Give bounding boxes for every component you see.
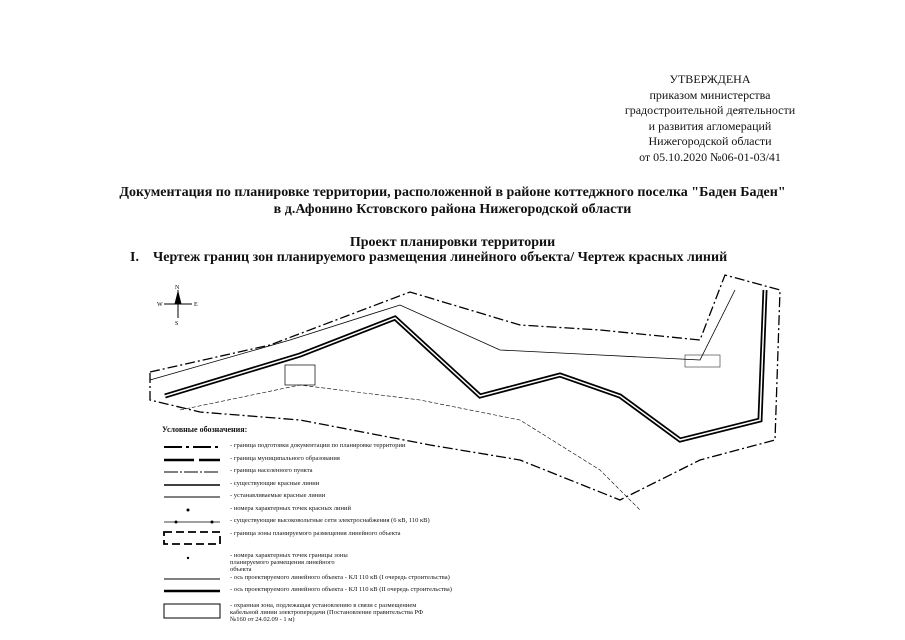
legend-item — [162, 586, 452, 602]
legend-label: - граница зоны планируемого размещения линейного объекта — [230, 529, 401, 537]
legend-label: - граница населенного пункта — [230, 467, 313, 474]
legend-item — [162, 455, 452, 468]
legend-label: - ось проектируемого линейного объекта - КЛ 110 кВ (I очередь строительства) — [230, 573, 450, 581]
legend-symbol — [162, 492, 222, 502]
legend-symbol — [162, 480, 222, 490]
legend-symbol — [162, 602, 222, 620]
legend-symbol — [162, 455, 222, 465]
approval-line: приказом министерства — [649, 87, 771, 102]
legend-item — [162, 505, 452, 518]
legend-label: - устанавливаемые красные линии — [230, 492, 326, 499]
legend-symbol — [162, 530, 222, 546]
legend — [162, 425, 452, 632]
approval-line: Нижегородской области — [648, 134, 772, 148]
legend-symbol — [162, 517, 222, 527]
section-number: I. — [130, 250, 139, 265]
compass-w: W — [157, 302, 163, 308]
legend-label: - номера характерных точек границы зоны планируемого размещения линейного объекта — [230, 551, 348, 573]
legend-label: - существующие высоковольтные сети электроснабжения (6 кВ, 110 кВ) — [230, 517, 430, 524]
legend-label: - охранная зона, подлежащая установлению в связи с размещением кабельной линии электропередачи (Постановление правительства РФ №160 от 24.02.09 - 1 м) — [230, 602, 424, 623]
map-label-box — [685, 355, 720, 367]
legend-item — [162, 517, 452, 530]
legend-item — [162, 602, 452, 632]
map-building — [285, 365, 315, 385]
legend-label: - существующие красные линии — [230, 479, 320, 487]
document-title-line1: Документация по планировке территории, расположенной в районе коттеджного поселка "Баден Баден" — [119, 185, 786, 200]
compass-s: S — [175, 321, 179, 327]
approval-line: градостроительной деятельности — [624, 103, 796, 117]
cable-line-inner — [165, 290, 765, 440]
legend-item — [162, 480, 452, 493]
cable-line-axis — [165, 290, 765, 440]
approval-line: и развития агломераций — [648, 118, 772, 133]
approval-line: от 05.10.2020 №06-01-03/41 — [639, 149, 781, 164]
legend-symbol — [162, 442, 222, 452]
legend-label: - граница муниципального образования — [230, 454, 340, 462]
legend-item — [162, 574, 452, 587]
legend-item — [162, 552, 452, 574]
approval-line: УТВЕРЖДЕНА — [669, 72, 751, 86]
legend-label: - ось проектируемого линейного объекта - КЛ 110 кВ (II очередь строительства) — [230, 586, 452, 593]
legend-item — [162, 467, 452, 480]
legend-label: - граница подготовки документации по планировке территории — [230, 442, 406, 449]
legend-symbol — [162, 574, 222, 584]
legend-symbol — [162, 552, 222, 562]
legend-item — [162, 442, 452, 455]
legend-label: - номера характерных точек красных линий — [230, 504, 351, 512]
legend-heading: Условные обозначения: — [162, 425, 248, 434]
legend-item — [162, 492, 452, 505]
legend-item — [162, 530, 452, 552]
compass-e: E — [194, 302, 198, 308]
legend-symbol — [162, 467, 222, 477]
legend-symbol — [162, 586, 222, 596]
compass-icon — [157, 285, 198, 327]
section-title: Чертеж границ зон планируемого размещения линейного объекта/ Чертеж красных линий — [152, 250, 728, 265]
project-title: Проект планировки территории — [349, 235, 556, 250]
legend-symbol — [162, 505, 222, 515]
red-line — [150, 290, 735, 380]
document-title-line2: в д.Афонино Кстовского района Нижегородской области — [273, 202, 632, 217]
compass-n: N — [175, 285, 180, 291]
